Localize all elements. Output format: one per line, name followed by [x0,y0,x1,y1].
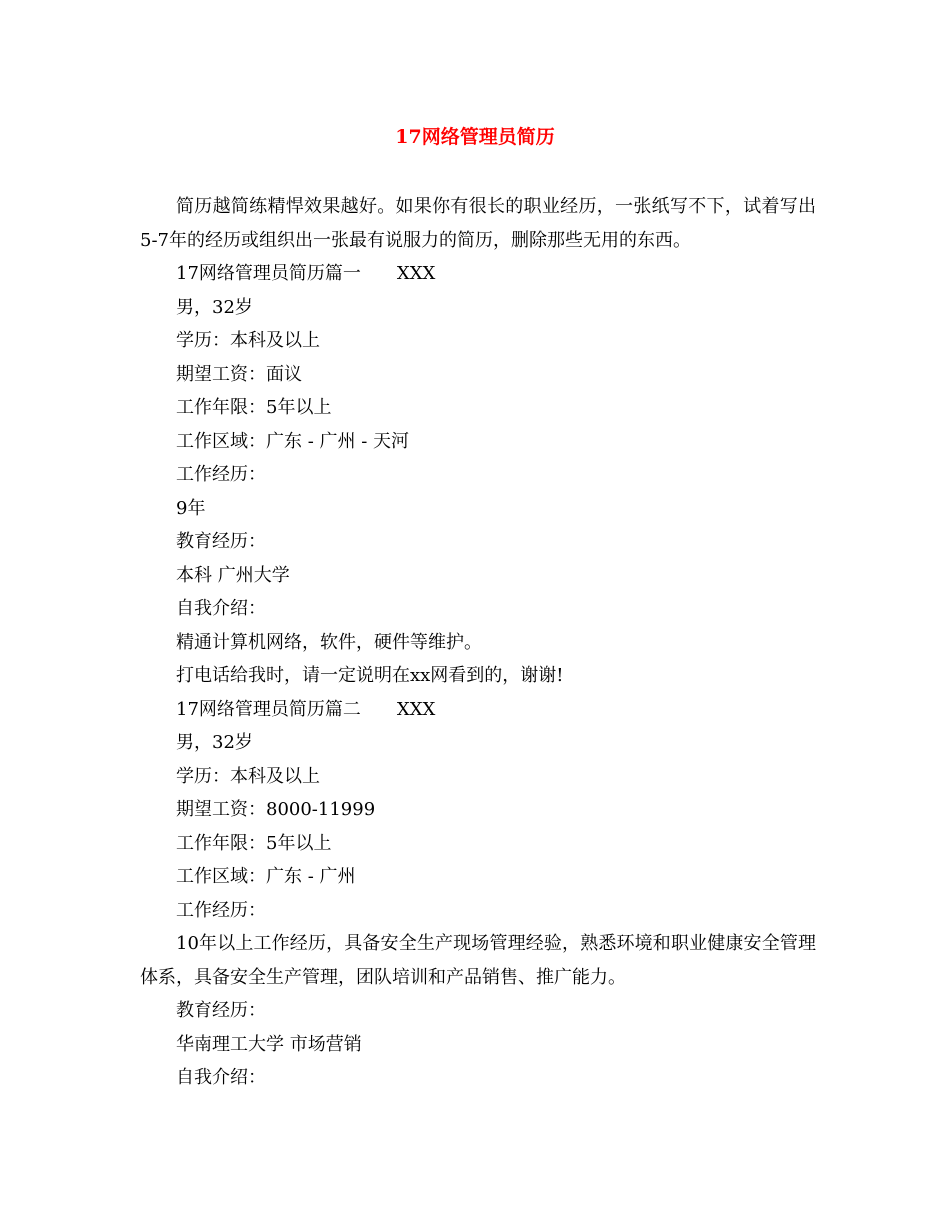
resume2-education-level: 学历：本科及以上 [176,765,320,787]
resume2-education: 华南理工大学 市场营销 [176,1033,362,1055]
resume2-name: XXX [396,698,436,720]
resume2-education-label: 教育经历： [176,1000,266,1021]
resume2-experience-label: 工作经历： [176,899,266,921]
resume2-intro-label: 自我介绍： [176,1067,266,1088]
resume1-intro-label: 自我介绍： [176,598,266,619]
resume1-heading-line [140,257,816,291]
resume1-region: 工作区域：广东 - 广州 - 天河 [176,430,410,452]
resume2-region: 工作区域：广东 - 广州 [176,866,356,887]
resume1-intro: 精通计算机网络，软件，硬件等维护。 [176,631,482,653]
resume1-education-label: 教育经历： [176,531,266,552]
resume1-gender-age: 男，32岁 [176,296,253,318]
resume2-years: 工作年限：5年以上 [176,832,332,854]
resume1-years: 工作年限：5年以上 [176,397,332,418]
resume2-experience: 10年以上工作经历，具备安全生产现场管理经验，熟悉环境和职业健康安全管理体系，具备安全生产管理，团队培训和产品销售、推广能力。 [140,933,816,988]
document-body [140,190,816,1095]
resume1-heading: 17网络管理员简历篇一 [176,263,361,284]
resume2-heading: 17网络管理员简历篇二 [176,698,361,720]
document-title: 17网络管理员简历 [395,126,555,148]
resume2-expected-salary: 期望工资：8000-11999 [176,799,376,820]
resume1-experience: 9年 [176,497,206,519]
resume2-gender-age: 男，32岁 [176,732,253,753]
resume1-expected-salary: 期望工资：面议 [176,363,302,385]
resume1-education-level: 学历：本科及以上 [176,330,320,351]
intro-paragraph: 简历越简练精悍效果越好。如果你有很长的职业经历，一张纸写不下，试着写出5-7年的经历或组织出一张最有说服力的简历，删除那些无用的东西。 [140,196,816,251]
resume1-note: 打电话给我时，请一定说明在xx网看到的，谢谢! [176,665,564,686]
resume1-experience-label: 工作经历： [176,464,266,485]
resume1-name: XXX [396,263,436,284]
resume1-education: 本科 广州大学 [176,564,290,586]
resume2-heading-line [140,693,816,727]
